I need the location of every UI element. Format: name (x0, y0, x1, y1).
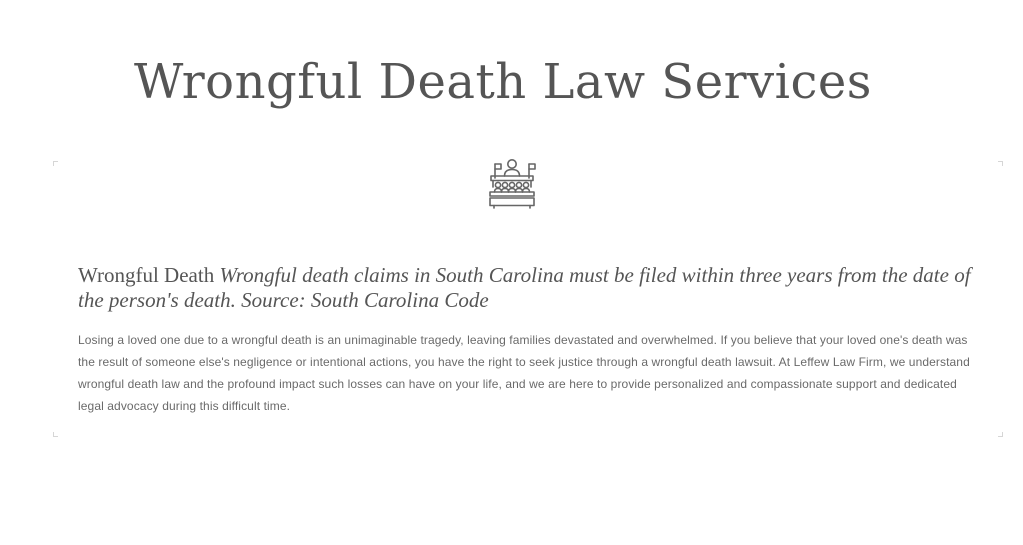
page-title: Wrongful Death Law Services (134, 54, 872, 110)
section-body: Losing a loved one due to a wrongful death is an unimaginable tragedy, leaving families devastated and overwhelmed. If you believe that your loved one's death was the result of someone else's negligence or intentional actions, you have the right to seek justice through a wrongful death lawsuit. At Leffew Law Firm, we understand wrongful death law and the profound impact such losses can have on your life, and we are here to provide personalized and compassionate support and dedicated legal advocacy during this difficult time. (78, 333, 970, 413)
service-card (54, 162, 1002, 436)
corner-mark (53, 161, 58, 166)
section-heading (78, 263, 978, 313)
corner-mark (53, 432, 58, 437)
heading-quote: Wrongful death claims in South Carolina must be filed within three years from the date of the person's death. Source: South Carolina Code (78, 263, 971, 312)
heading-lead: Wrongful Death (78, 263, 215, 287)
corner-mark (998, 161, 1003, 166)
corner-mark (998, 432, 1003, 437)
courtroom-judge-icon (482, 154, 542, 214)
